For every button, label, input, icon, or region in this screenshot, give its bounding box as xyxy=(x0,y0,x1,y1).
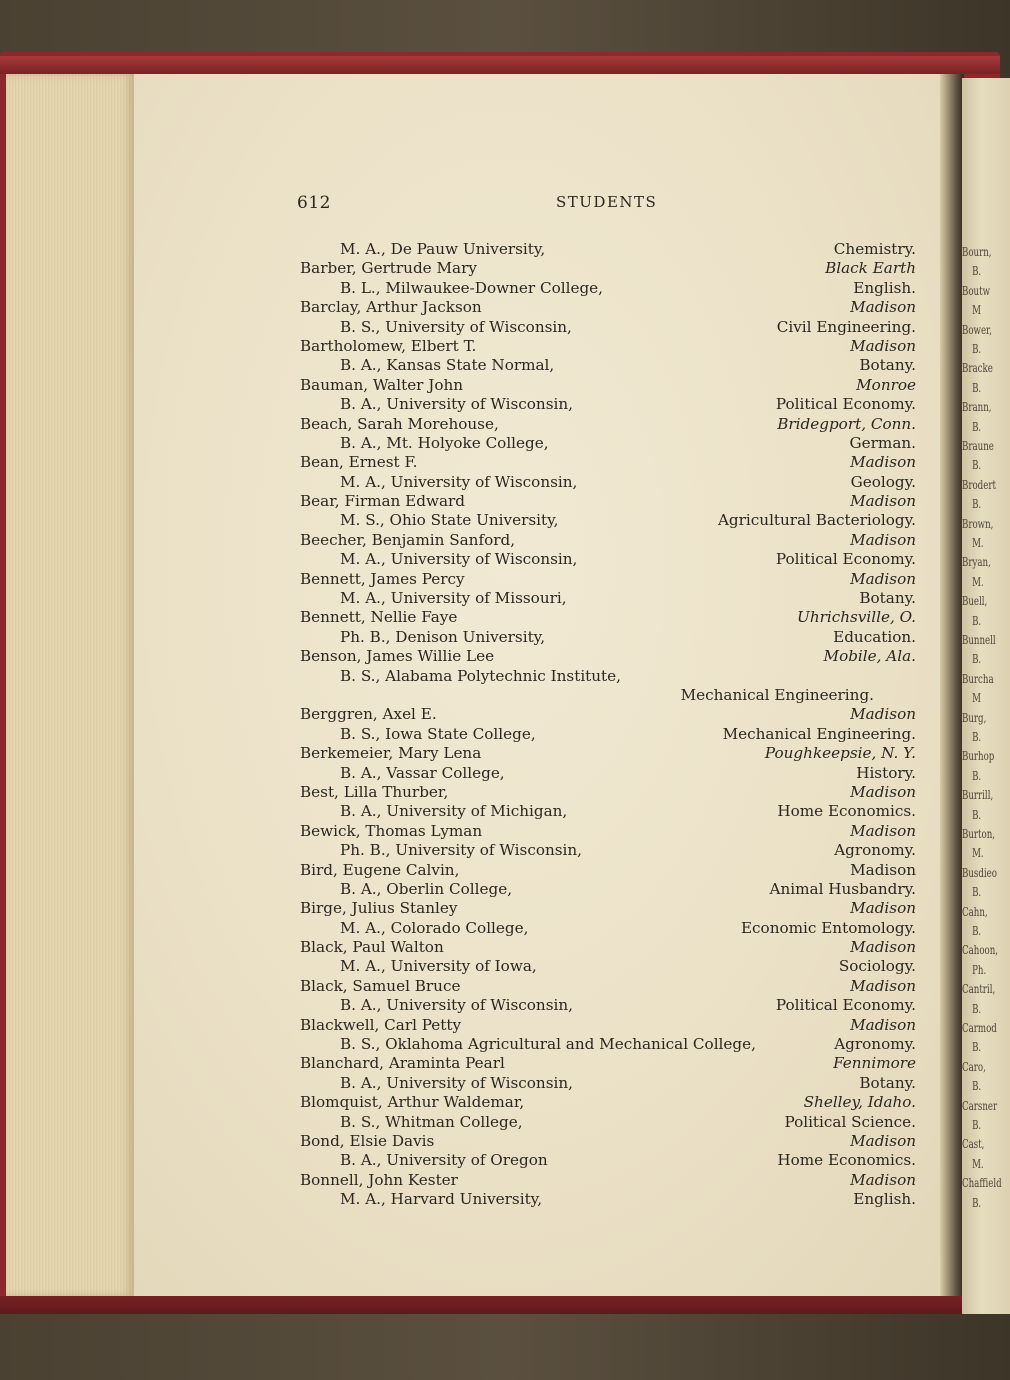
student-name-line xyxy=(0,259,1010,278)
degree-institution: B. A., Mt. Holyoke College, xyxy=(340,433,549,452)
next-page-fragment: Brown, xyxy=(962,516,994,531)
next-page-fragment: Bower, xyxy=(962,322,992,337)
student-name-line xyxy=(0,938,1010,957)
degree-institution: B. A., Vassar College, xyxy=(340,763,505,782)
degree-institution: M. A., University of Wisconsin, xyxy=(340,472,578,491)
degree-line xyxy=(0,473,1010,492)
subject: Chemistry. xyxy=(833,240,916,258)
subject: Botany. xyxy=(859,589,916,608)
next-page-fragment: Buell, xyxy=(962,594,988,609)
student-name: Bonnell, John Kester xyxy=(300,1170,458,1189)
student-name-line xyxy=(0,1171,1010,1190)
next-page-fragment: Burhop xyxy=(962,749,995,764)
subject: Civil Engineering. xyxy=(776,317,916,336)
next-page-fragment: Ph. xyxy=(972,962,987,977)
next-page-fragment: M. xyxy=(972,1156,984,1171)
hometown: Madison xyxy=(850,569,916,588)
subject: Home Economics. xyxy=(777,1151,916,1170)
student-name: Berggren, Axel E. xyxy=(300,705,437,724)
hometown: Madison xyxy=(850,899,916,918)
degree-line xyxy=(0,1035,1010,1054)
student-list xyxy=(0,240,1010,1210)
student-name-line xyxy=(0,415,1010,434)
hometown: Mobile, Ala. xyxy=(823,647,916,666)
subject: Economic Entomology. xyxy=(740,918,916,937)
hometown: Uhrichsville, O. xyxy=(797,608,916,627)
degree-institution: M. S., Ohio State University, xyxy=(340,511,559,530)
hometown: Madison xyxy=(850,782,916,801)
subject: Mechanical Engineering. xyxy=(722,724,916,743)
next-page-fragment: Bunnell xyxy=(962,633,996,647)
hometown: Madison xyxy=(850,336,916,355)
next-page-fragment: B. xyxy=(972,652,982,667)
next-page-fragment: Burg, xyxy=(962,710,987,725)
running-head: STUDENTS xyxy=(556,193,658,211)
page-number: 612 xyxy=(297,193,331,213)
student-name: Bennett, Nellie Faye xyxy=(300,608,458,627)
next-page-fragment: Brodert xyxy=(962,477,996,492)
hometown: Black Earth xyxy=(825,259,916,278)
hometown: Madison xyxy=(850,298,916,317)
next-page-fragment: Carmod xyxy=(962,1021,997,1035)
degree-line xyxy=(0,841,1010,860)
next-page-fragment: Caro, xyxy=(962,1059,986,1074)
degree-line xyxy=(0,764,1010,783)
subject: Animal Husbandry. xyxy=(769,879,916,898)
next-page-fragment: B. xyxy=(972,497,982,512)
next-page-fragment: B. xyxy=(972,419,982,434)
student-name: Beecher, Benjamin Sanford, xyxy=(300,530,516,549)
degree-line xyxy=(0,725,1010,744)
degree-line xyxy=(0,550,1010,569)
student-name: Birge, Julius Stanley xyxy=(300,899,458,918)
hometown: Bridegport, Conn. xyxy=(777,414,916,433)
degree-institution: B. A., Kansas State Normal, xyxy=(340,356,555,375)
next-page-fragment: B. xyxy=(972,885,982,900)
degree-institution: Ph. B., Denison University, xyxy=(340,627,546,646)
degree-line xyxy=(0,996,1010,1015)
degree-institution: M. A., University of Wisconsin, xyxy=(340,550,578,569)
degree-institution: B. A., University of Wisconsin, xyxy=(340,996,573,1015)
student-name-line xyxy=(0,783,1010,802)
subject: Mechanical Engineering. xyxy=(680,685,874,704)
subject: Political Science. xyxy=(784,1112,916,1131)
degree-institution: B. A., University of Wisconsin, xyxy=(340,395,573,414)
hometown: Madison xyxy=(850,1015,916,1034)
degree-institution: B. S., Whitman College, xyxy=(340,1112,523,1131)
subject: Political Economy. xyxy=(775,395,916,414)
degree-line xyxy=(0,318,1010,337)
student-name-line xyxy=(0,977,1010,996)
next-page-fragment: B. xyxy=(972,613,982,628)
subject: English. xyxy=(853,1190,916,1209)
next-page-fragment: M. xyxy=(972,846,984,861)
next-page-fragment: Bryan, xyxy=(962,555,991,570)
degree-institution: B. S., Iowa State College, xyxy=(340,724,536,743)
student-name: Benson, James Willie Lee xyxy=(300,647,495,666)
subject: Political Economy. xyxy=(775,550,916,569)
next-page-fragment: Cantril, xyxy=(962,982,996,997)
degree-institution: M. A., Colorado College, xyxy=(340,918,529,937)
degree-line xyxy=(0,1151,1010,1170)
next-page-fragment: B. xyxy=(972,1079,982,1094)
next-page-fragment: B. xyxy=(972,1118,982,1132)
student-name-line xyxy=(0,1132,1010,1151)
student-name: Beach, Sarah Morehouse, xyxy=(300,414,499,433)
degree-line xyxy=(0,802,1010,821)
student-name-line xyxy=(0,899,1010,918)
next-page-fragment: B. xyxy=(972,730,982,744)
student-name: Berkemeier, Mary Lena xyxy=(300,744,482,763)
next-page-fragment: B. xyxy=(972,1195,982,1210)
student-name: Blomquist, Arthur Waldemar, xyxy=(300,1093,525,1112)
hometown: Madison xyxy=(850,938,916,957)
next-page-fragment: B. xyxy=(972,1001,982,1016)
next-page-fragment: B. xyxy=(972,1040,982,1055)
continuation-line xyxy=(0,686,1010,705)
student-name-line xyxy=(0,1054,1010,1073)
cover-bottom-edge xyxy=(0,1296,1000,1314)
hometown: Poughkeepsie, N. Y. xyxy=(764,744,916,763)
next-page-fragment: M xyxy=(972,303,981,318)
student-name-line xyxy=(0,1016,1010,1035)
hometown: Shelley, Idaho. xyxy=(803,1093,916,1112)
degree-institution: B. S., University of Wisconsin, xyxy=(340,317,572,336)
next-page-fragment: Burrill, xyxy=(962,788,994,803)
hometown: Madison xyxy=(850,860,916,879)
next-page-fragment: M. xyxy=(972,536,984,550)
hometown: Madison xyxy=(850,453,916,472)
student-name: Blanchard, Araminta Pearl xyxy=(300,1054,505,1073)
degree-line xyxy=(0,919,1010,938)
student-name: Bond, Elsie Davis xyxy=(300,1131,435,1150)
subject: Botany. xyxy=(859,1073,916,1092)
next-page-fragment: Carsner xyxy=(962,1098,998,1113)
student-name-line xyxy=(0,647,1010,666)
next-page-fragment: Chaffield xyxy=(962,1176,1002,1191)
next-page-fragment: Cahoon, xyxy=(962,943,999,958)
student-name-line xyxy=(0,608,1010,627)
next-page-fragment: Cast, xyxy=(962,1137,985,1152)
student-name-line xyxy=(0,492,1010,511)
degree-institution: M. A., University of Missouri, xyxy=(340,589,567,608)
subject: Political Economy. xyxy=(775,996,916,1015)
next-page-fragment: M xyxy=(972,691,981,706)
student-name: Barber, Gertrude Mary xyxy=(300,259,477,278)
next-page-fragment: Bracke xyxy=(962,361,993,376)
degree-institution: B. L., Milwaukee-Downer College, xyxy=(340,278,603,297)
student-name: Bewick, Thomas Lyman xyxy=(300,821,483,840)
degree-institution: B. S., Oklahoma Agricultural and Mechanical College, xyxy=(340,1035,756,1054)
student-name-line xyxy=(0,744,1010,763)
hometown: Madison xyxy=(850,530,916,549)
student-name: Bartholomew, Elbert T. xyxy=(300,336,477,355)
student-name: Bird, Eugene Calvin, xyxy=(300,860,460,879)
student-name: Black, Samuel Bruce xyxy=(300,976,461,995)
student-name-line xyxy=(0,570,1010,589)
hometown: Madison xyxy=(850,976,916,995)
degree-institution: B. A., University of Michigan, xyxy=(340,802,568,821)
subject: Home Economics. xyxy=(777,802,916,821)
next-page-fragment: Cahn, xyxy=(962,904,988,919)
next-page-fragment: Busdieo xyxy=(962,865,997,880)
subject: English. xyxy=(853,278,916,297)
degree-line xyxy=(0,880,1010,899)
subject: German. xyxy=(849,433,916,452)
degree-line xyxy=(0,628,1010,647)
degree-line xyxy=(0,395,1010,414)
next-page-fragment: B. xyxy=(972,924,982,938)
student-name: Black, Paul Walton xyxy=(300,938,444,957)
degree-line xyxy=(0,1190,1010,1209)
next-page-fragment: B. xyxy=(972,342,982,356)
next-page-fragment: B. xyxy=(972,264,982,279)
degree-institution: B. A., University of Oregon xyxy=(340,1151,548,1170)
student-name-line xyxy=(0,453,1010,472)
student-name-line xyxy=(0,531,1010,550)
student-name-line xyxy=(0,705,1010,724)
student-name: Blackwell, Carl Petty xyxy=(300,1015,462,1034)
degree-institution: B. A., University of Wisconsin, xyxy=(340,1073,573,1092)
next-page-fragment: B. xyxy=(972,768,982,783)
student-name-line xyxy=(0,298,1010,317)
subject: History. xyxy=(856,763,916,782)
degree-institution: Ph. B., University of Wisconsin, xyxy=(340,841,583,860)
subject: Agronomy. xyxy=(834,841,916,860)
student-name: Best, Lilla Thurber, xyxy=(300,782,449,801)
next-page-fragment: B. xyxy=(972,458,982,473)
hometown: Madison xyxy=(850,1170,916,1189)
student-name: Bean, Ernest F. xyxy=(300,453,418,472)
next-page-fragment: Bourn, xyxy=(962,245,992,259)
degree-institution: M. A., De Pauw University, xyxy=(340,240,546,258)
subject: Geology. xyxy=(850,472,916,491)
degree-line xyxy=(0,511,1010,530)
student-name: Bear, Firman Edward xyxy=(300,492,466,511)
hometown: Madison xyxy=(850,492,916,511)
subject: Agricultural Bacteriology. xyxy=(717,511,916,530)
subject: Education. xyxy=(833,627,916,646)
next-page-fragment: B. xyxy=(972,807,982,822)
hometown: Madison xyxy=(850,705,916,724)
cover-top-edge xyxy=(0,56,1000,74)
student-name-line xyxy=(0,861,1010,880)
subject: Botany. xyxy=(859,356,916,375)
degree-line xyxy=(0,1113,1010,1132)
student-name: Bauman, Walter John xyxy=(300,375,464,394)
degree-line xyxy=(0,434,1010,453)
student-name-line xyxy=(0,822,1010,841)
degree-line xyxy=(0,957,1010,976)
next-page-fragment: Brann, xyxy=(962,400,992,415)
student-name-line xyxy=(0,376,1010,395)
degree-line xyxy=(0,1074,1010,1093)
degree-line xyxy=(0,279,1010,298)
hometown: Madison xyxy=(850,821,916,840)
next-page-fragment: Boutw xyxy=(962,283,990,298)
degree-institution: M. A., University of Iowa, xyxy=(340,957,537,976)
student-name: Barclay, Arthur Jackson xyxy=(300,298,482,317)
degree-institution: B. A., Oberlin College, xyxy=(340,879,513,898)
student-name: Bennett, James Percy xyxy=(300,569,465,588)
hometown: Fennimore xyxy=(833,1054,916,1073)
degree-institution: M. A., Harvard University, xyxy=(340,1190,543,1209)
next-page-fragment: B. xyxy=(972,380,982,395)
degree-line xyxy=(0,356,1010,375)
subject: Agronomy. xyxy=(834,1035,916,1054)
next-page-fragment: Braune xyxy=(962,439,994,453)
next-page-fragment: Burton, xyxy=(962,827,996,841)
student-name-line xyxy=(0,1093,1010,1112)
student-name-line xyxy=(0,337,1010,356)
degree-line xyxy=(0,667,1010,686)
degree-line xyxy=(0,589,1010,608)
subject: Sociology. xyxy=(838,957,916,976)
hometown: Monroe xyxy=(856,375,916,394)
degree-institution: B. S., Alabama Polytechnic Institute, xyxy=(340,666,621,685)
degree-line xyxy=(0,240,1010,259)
next-page-fragment: Burcha xyxy=(962,671,994,686)
hometown: Madison xyxy=(850,1131,916,1150)
next-page-fragment: M. xyxy=(972,574,984,589)
